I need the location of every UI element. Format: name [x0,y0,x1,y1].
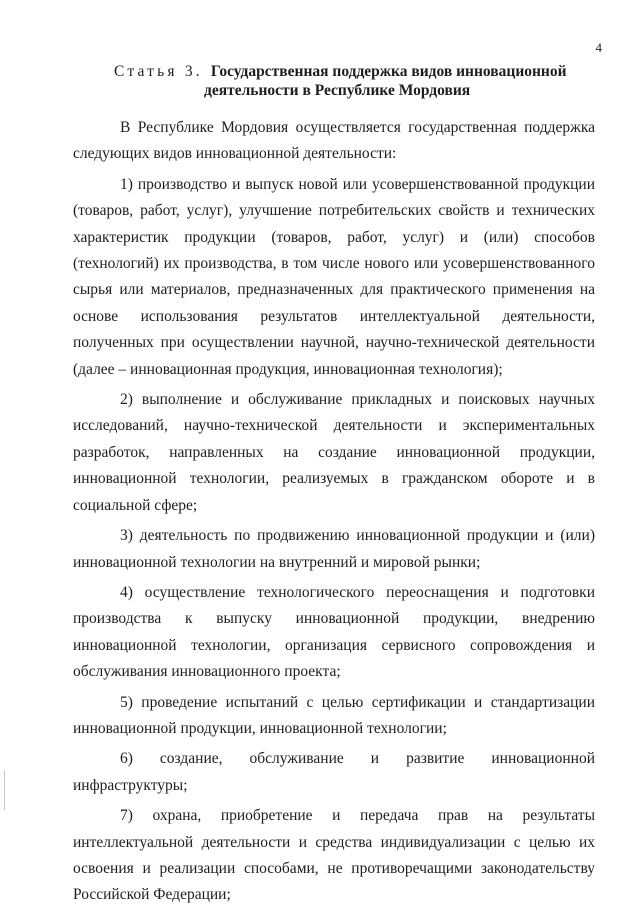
list-item-1: 1) производство и выпуск новой или усовершенствованной продукции (товаров, работ, услуг), улучшение потребительских свойств и технических характеристик продукции (товаров, работ, услуг) и (или) способов (технологий) их производства, в том числе нового или усовершенствованного сырья или материалов, предназначенных для практического применения на основе использования результатов интеллектуальной деятельности, полученных при осуществлении научной, научно-технической деятельности (далее – инновационная продукция, инновационная технология); [73,175,595,378]
scan-edge-mark [4,770,5,810]
intro-paragraph: В Республике Мордовия осуществляется государственная поддержка следующих видов инновационной деятельности: [73,119,595,163]
list-item-3: 3) деятельность по продвижению инновационной продукции и (или) инновационной технологии на внутренний и мировой рынки; [73,527,595,571]
list-item-6: 6) создание, обслуживание и развитие инновационной инфраструктуры; [73,750,595,794]
article-body [73,115,595,913]
article-title-line-1: Государственная поддержка видов инновационной [210,63,567,80]
list-item-7: 7) охрана, приобретение и передача прав на результаты интеллектуальной деятельности и средства индивидуализации с целью их освоения и реализации способами, не противоречащими законодательству Российской Федерации; [73,807,595,904]
article-heading [114,62,594,100]
list-item-2: 2) выполнение и обслуживание прикладных и поисковых научных исследований, научно-технической деятельности и экспериментальных разработок, направленных на создание инновационной продукции, инновационной технологии, реализуемых в гражданском обороте и в социальной сфере; [73,391,595,514]
article-label: Статья 3. [114,63,203,80]
list-item-4: 4) осуществление технологического переоснащения и подготовки производства к выпуску инновационной продукции, внедрению инновационной технологии, организация сервисного сопровождения и обслуживания инновационного проекта; [73,583,595,681]
article-title-line-2: деятельности в Республике Мордовия [204,82,471,99]
page-number: 4 [595,40,602,55]
list-item-5: 5) проведение испытаний с целью сертификации и стандартизации инновационной продукции, инновационной технологии; [73,693,595,737]
